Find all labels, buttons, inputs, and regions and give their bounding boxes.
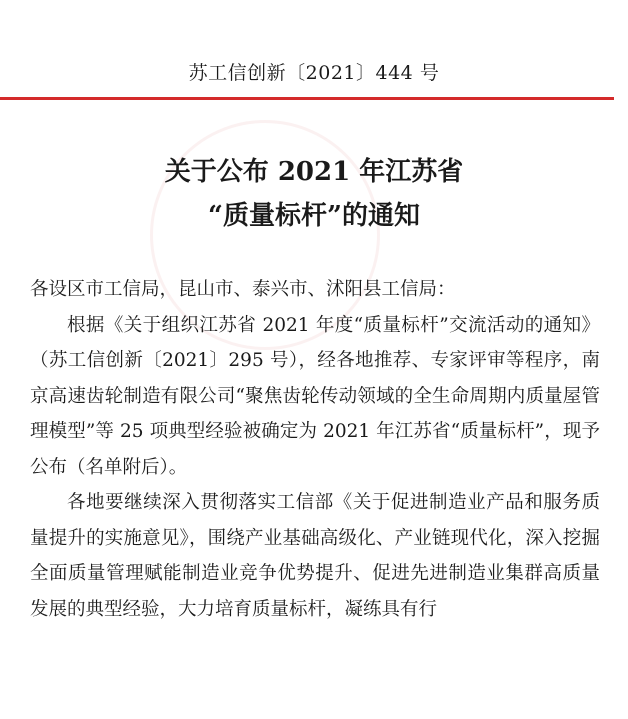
document-number: 苏工信创新〔2021〕444 号 bbox=[188, 62, 440, 84]
title-line-2: “质量标杆”的通知 bbox=[208, 201, 420, 231]
salutation: 各设区市工信局，昆山市、泰兴市、沭阳县工信局： bbox=[30, 279, 456, 300]
paragraph-2: 各地要继续深入贯彻落实工信部《关于促进制造业产品和服务质量提升的实施意见》，围绕产业基础高级化、产业链现代化，深入挖掘全面质量管理赋能制造业竞争优势提升、促进先进制造业集群高质量发展的典型经验，大力培育质量标杆，凝练具有行 bbox=[30, 492, 600, 620]
red-header-rule bbox=[0, 97, 614, 100]
document-title bbox=[0, 150, 628, 238]
title-line-1: 关于公布 2021 年江苏省 bbox=[164, 157, 464, 187]
document-body bbox=[30, 272, 600, 627]
paragraph-1: 根据《关于组织江苏省 2021 年度“质量标杆”交流活动的通知》（苏工信创新〔2021〕295 号），经各地推荐、专家评审等程序，南京高速齿轮制造有限公司“聚焦齿轮传动领域的全生命周期内质量屋管理模型”等 25 项典型经验被确定为 2021 年江苏省“质量标杆”，现予公布（名单附后）。 bbox=[30, 314, 600, 478]
